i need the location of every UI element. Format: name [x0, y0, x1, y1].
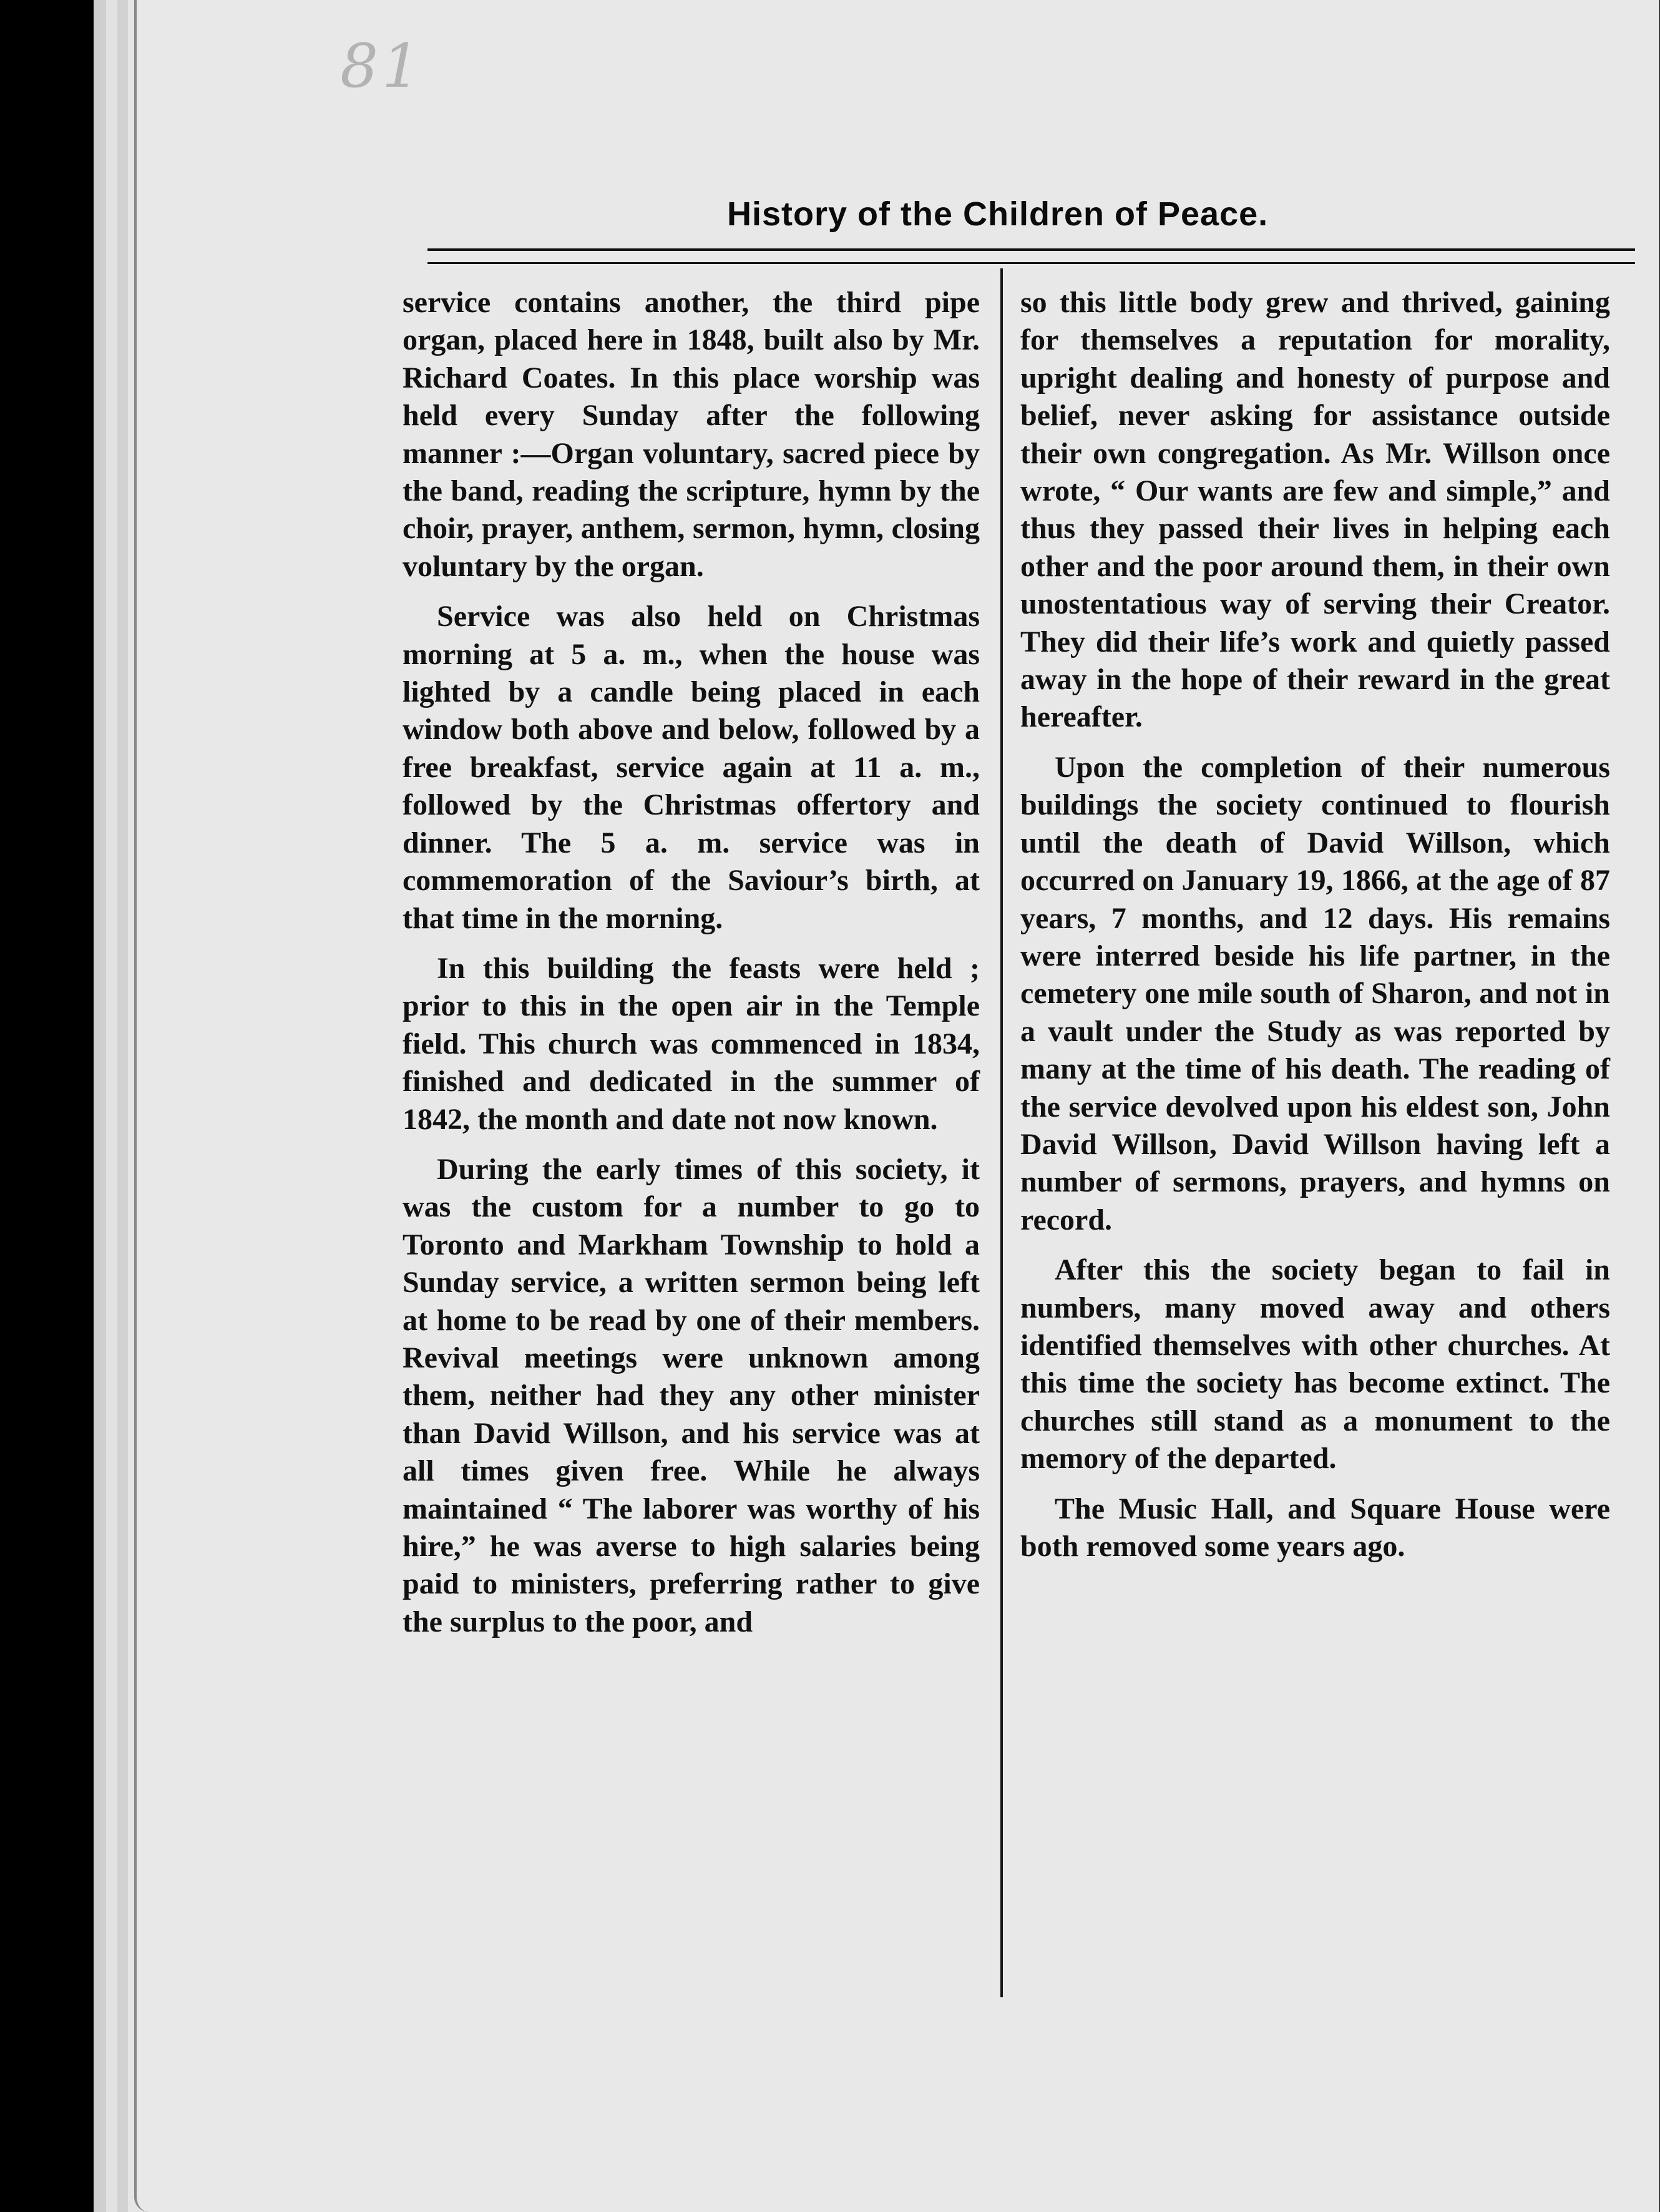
left-column — [403, 284, 980, 1653]
header-rule-thin — [427, 262, 1635, 264]
paragraph: In this building the feasts were held ; prior to this in the open air in the Temple field. This church was commenced in 1834, finished and dedicated in the summer of 1842, the month and date not now known. — [403, 951, 980, 1136]
paragraph: During the early times of this society, it was the custom for a number to go to Toronto and Markham Township to hold a Sunday service, a written sermon being left at home to be read by one of their members. Revival meetings were unknown among them, neither had they any other minister than David Willson, and his service was at all times given free. While he always maintained “ The laborer was worthy of his hire,” he was averse to high salaries being paid to ministers, preferring rather to give the surplus to the poor, and — [403, 1152, 980, 1638]
paragraph: Service was also held on Christmas morning at 5 a. m., when the house was lighted by a candle being placed in each window both above and below, followed by a free breakfast, service again at 11 a. m., followed by the Christmas offertory and dinner. The 5 a. m. service was in commemoration of the Saviour’s birth, at that time in the morning. — [403, 600, 980, 935]
paragraph: The Music Hall, and Square House were both removed some years ago. — [1020, 1492, 1610, 1563]
right-column — [1020, 284, 1610, 1578]
column-divider — [1000, 268, 1003, 1997]
paragraph: so this little body grew and thrived, gaining for themselves a reputation for morality, upright dealing and honesty of purpose and belief, never asking for assistance outside their own congregation. As Mr. Willson once wrote, “ Our wants are few and simple,” and thus they passed their lives in helping each other and the poor around them, in their own unostentatious way of serving their Creator. They did their life’s work and quietly passed away in the hope of their reward in the great hereafter. — [1020, 286, 1610, 734]
running-head: History of the Children of Peace. — [727, 195, 1269, 233]
paragraph: service contains another, the third pipe organ, placed here in 1848, built also by Mr. Richard Coates. In this place worship was held every Sunday after the following manner :—Organ voluntary, sacred piece by the band, reading the scripture, hymn by the choir, prayer, anthem, sermon, hymn, closing voluntary by the organ. — [403, 286, 980, 583]
handwritten-page-number: 81 — [340, 31, 424, 101]
paragraph: After this the society began to fail in numbers, many moved away and others identified themselves with other churches. At this time the society has become extinct. The churches still stand as a monument to the memory of the departed. — [1020, 1253, 1610, 1475]
header-rule — [427, 248, 1635, 251]
paragraph: Upon the completion of their numerous buildings the society continued to flourish until the death of David Willson, which occurred on January 19, 1866, at the age of 87 years, 7 months, and 12 days. His remains were interred beside his life partner, in the cemetery one mile south of Sharon, and not in a vault under the Study as was reported by many at the time of his death. The reading of the service devolved upon his eldest son, John David Willson, David Willson having left a number of sermons, prayers, and hymns on record. — [1020, 750, 1610, 1236]
